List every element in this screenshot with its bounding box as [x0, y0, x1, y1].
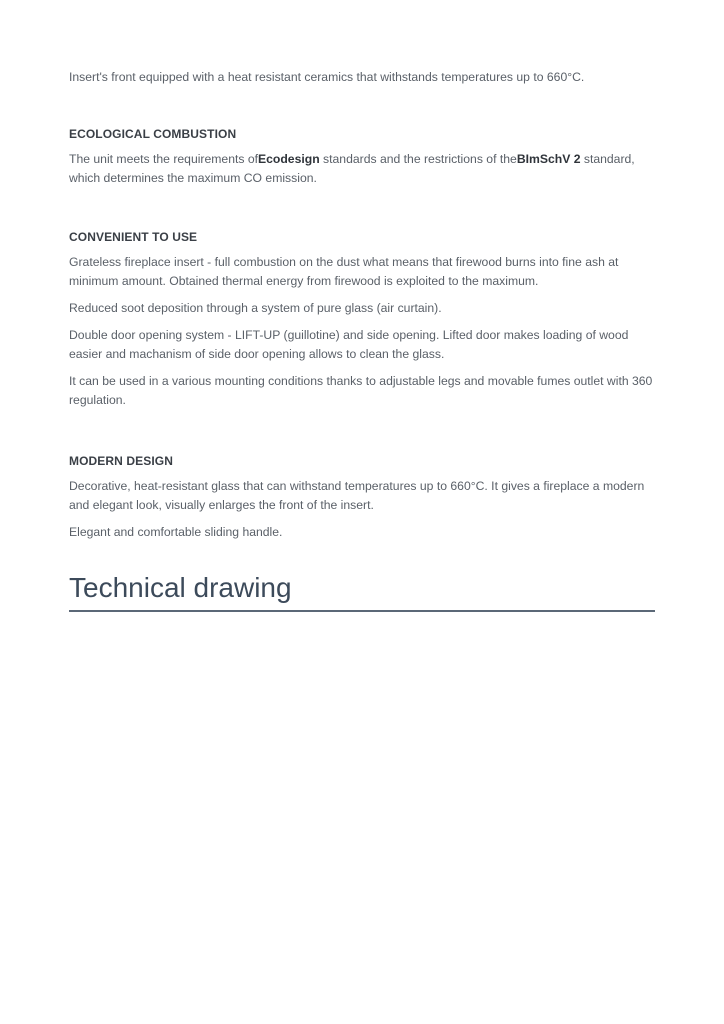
technical-drawing-header [69, 570, 655, 612]
paragraph: Elegant and comfortable sliding handle. [69, 525, 283, 539]
ecological-paragraph [69, 150, 655, 188]
section-title: ECOLOGICAL COMBUSTION [69, 127, 237, 141]
ecodesign-bold: Ecodesign [258, 152, 320, 166]
section-modern-design [69, 453, 655, 550]
paragraph: Reduced soot deposition through a system of pure glass (air curtain). [69, 301, 442, 315]
text-span: The unit meets the requirements of [69, 152, 259, 166]
section-title: CONVENIENT TO USE [69, 230, 198, 244]
section-convenient-to-use [69, 229, 655, 418]
bimschv-bold: BImSchV 2 [516, 152, 581, 166]
text-span: standard, which determines the maximum CO emission. [69, 152, 635, 185]
heading-underline [69, 610, 655, 612]
section-title: MODERN DESIGN [69, 454, 173, 468]
paragraph: Grateless fireplace insert - full combustion on the dust what means that firewood burns into fine ash at minimum amount. Obtained thermal energy from firewood is exploited to the maximum. [69, 255, 619, 288]
paragraph: Decorative, heat-resistant glass that can withstand temperatures up to 660°C. It gives a fireplace a modern and elegant look, visually enlarges the front of the insert. [69, 479, 645, 512]
paragraph: It can be used in a various mounting conditions thanks to adjustable legs and movable fumes outlet with 360 regulation. [69, 374, 653, 407]
paragraph: Double door opening system - LIFT-UP (guillotine) and side opening. Lifted door makes loading of wood easier and machanism of side door opening allows to clean the glass. [69, 328, 629, 361]
technical-drawing-title: Technical drawing [69, 572, 292, 603]
section-ecological-combustion [69, 126, 655, 196]
intro-paragraph: Insert's front equipped with a heat resistant ceramics that withstands temperatures up to 660°C. [69, 70, 585, 84]
text-span: standards and the restrictions of the [319, 152, 517, 166]
